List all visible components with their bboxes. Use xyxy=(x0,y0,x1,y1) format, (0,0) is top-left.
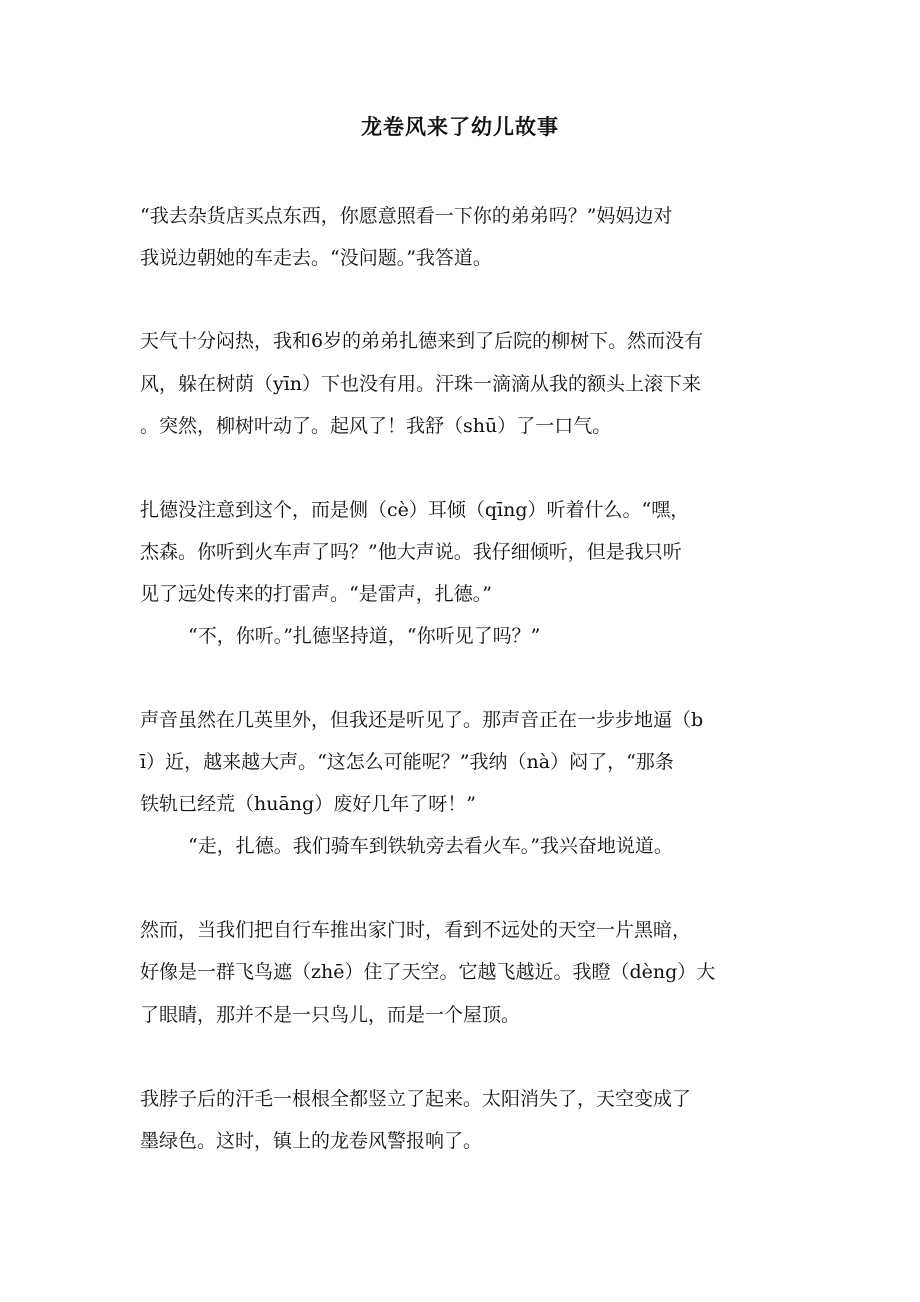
paragraph-line: “我去杂货店买点东西，你愿意照看一下你的弟弟吗？”妈妈边对 xyxy=(140,205,673,227)
paragraph-line: 我说边朝她的车走去。“没问题。”我答道。 xyxy=(140,247,492,269)
paragraph-line: 墨绿色。这时，镇上的龙卷风警报响了。 xyxy=(140,1130,483,1152)
paragraph-line: 声音虽然在几英里外，但我还是听见了。那声音正在一步步地逼（b xyxy=(140,709,704,731)
paragraph-line: 天气十分闷热，我和6岁的弟弟扎德来到了后院的柳树下。然而没有 xyxy=(140,330,704,352)
paragraph-line: 铁轨已经荒（huāng）废好几年了呀！” xyxy=(140,793,476,815)
paragraph-line: 然而，当我们把自行车推出家门时，看到不远处的天空一片黑暗， xyxy=(140,919,692,941)
paragraph-line: 杰森。你听到火车声了吗？”他大声说。我仔细倾听，但是我只听 xyxy=(140,541,682,563)
paragraph-line: 好像是一群飞鸟遮（zhē）住了天空。它越飞越近。我瞪（dèng）大 xyxy=(140,961,716,983)
paragraph-line: 见了远处传来的打雷声。“是雷声，扎德。” xyxy=(140,583,492,605)
paragraph-line: 了眼睛，那并不是一只鸟儿，而是一个屋顶。 xyxy=(140,1004,521,1026)
paragraph-line: ī）近，越来越大声。“这怎么可能呢？”我纳（nà）闷了，“那条 xyxy=(140,751,674,773)
document-title: 龙卷风来了幼儿故事 xyxy=(361,114,559,139)
paragraph-line: 风，躲在树荫（yīn）下也没有用。汗珠一滴滴从我的额头上滚下来 xyxy=(140,373,702,395)
paragraph-line: 我脖子后的汗毛一根根全都竖立了起来。太阳消失了，天空变成了 xyxy=(140,1088,692,1110)
paragraph-line: “不，你听。”扎德坚持道，“你听见了吗？” xyxy=(188,625,541,647)
paragraph-line: 。突然，柳树叶动了。起风了！我舒（shū）了一口气。 xyxy=(140,415,612,437)
paragraph-line: 扎德没注意到这个，而是侧（cè）耳倾（qīng）听着什么。“嘿， xyxy=(140,499,690,521)
paragraph-line: “走，扎德。我们骑车到铁轨旁去看火车。”我兴奋地说道。 xyxy=(188,835,673,857)
